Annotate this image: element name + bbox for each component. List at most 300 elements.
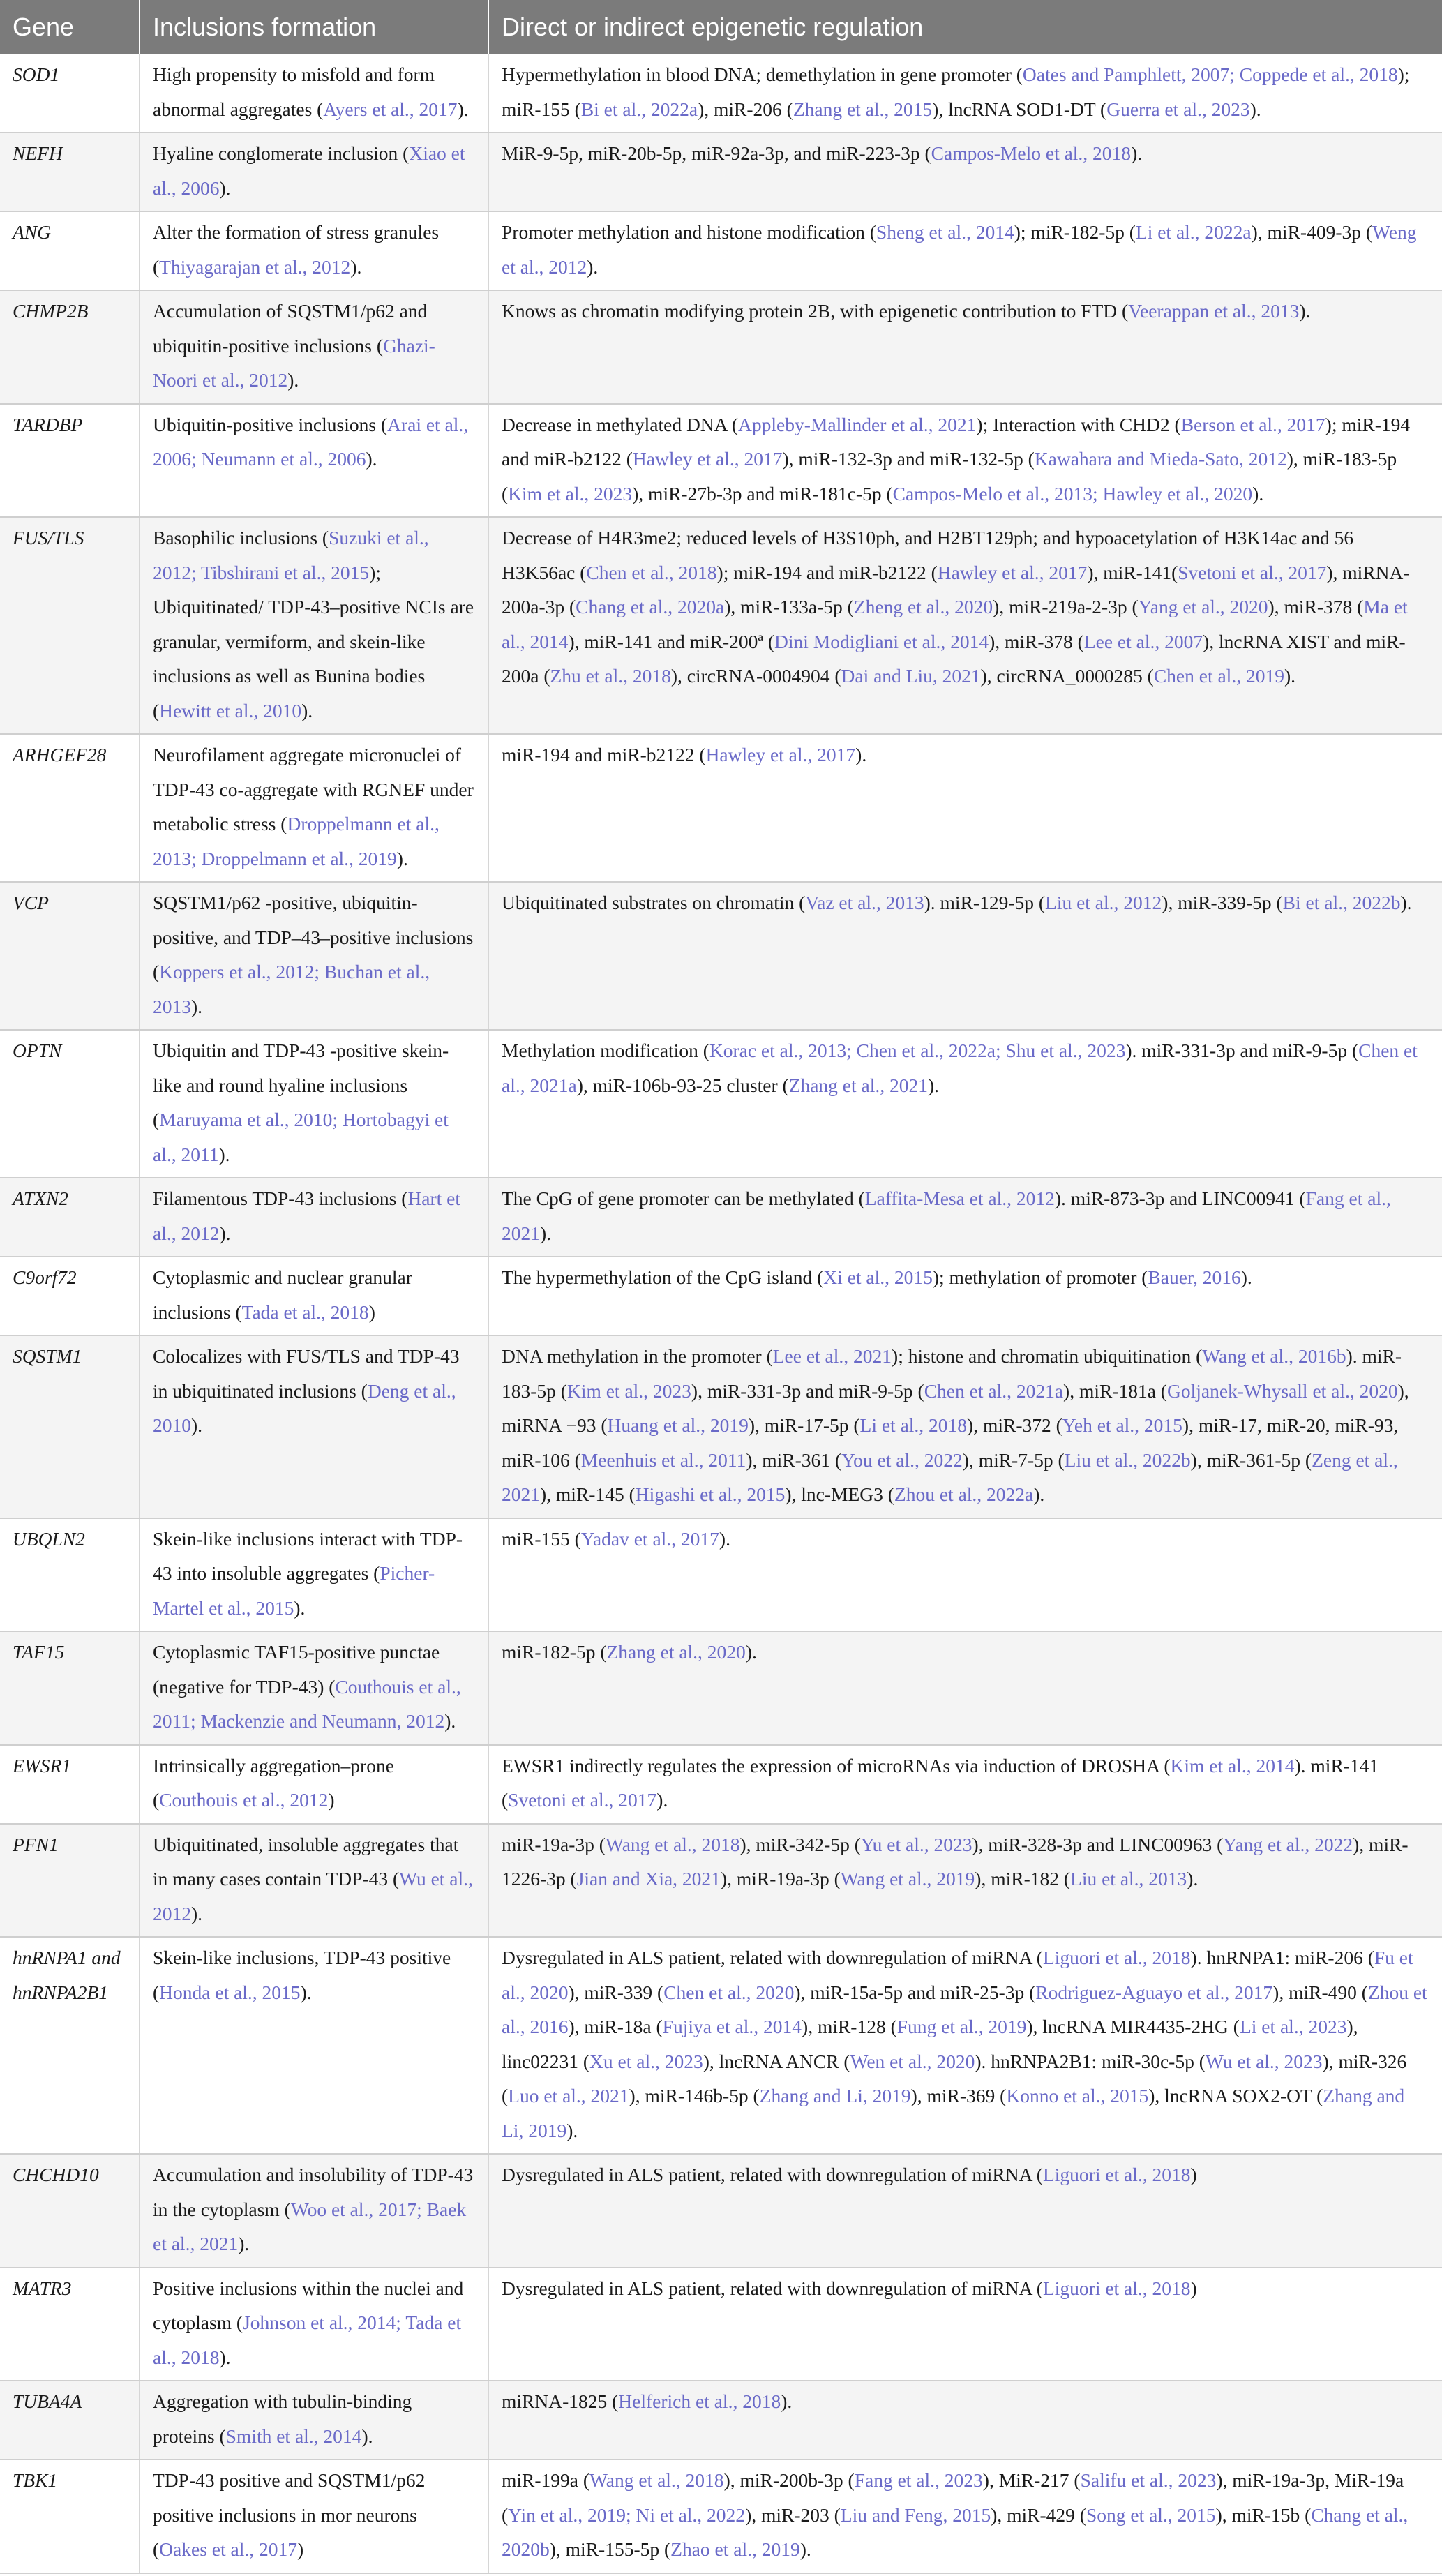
- citation-link[interactable]: Suzuki et al., 2012; Tibshirani et al., 2015: [153, 527, 429, 583]
- gene-cell: FUS/TLS: [0, 517, 140, 734]
- cell-text: ).: [1252, 482, 1264, 504]
- citation-link[interactable]: Hawley et al., 2017: [705, 744, 856, 765]
- gene-cell: ATXN2: [0, 1178, 140, 1257]
- citation-link[interactable]: Veerappan et al., 2013: [1128, 300, 1300, 322]
- cell-text: Neurofilament aggregate micronuclei of TDP-43 co-aggregate with RGNEF under metabolic stress (: [153, 744, 474, 834]
- cell-text: ), miR-17-5p (: [748, 1414, 860, 1436]
- epigenetic-regulation-cell: [488, 1178, 1442, 1257]
- citation-link[interactable]: Kim et al., 2023: [566, 1379, 691, 1402]
- inclusions-formation-cell: [140, 290, 488, 404]
- cell-text: ), circRNA-0004904 (: [670, 665, 841, 687]
- gene-cell: hnRNPA1 and hnRNPA2B1: [0, 1937, 140, 2154]
- cell-text: ).: [540, 1222, 552, 1244]
- citation-link[interactable]: Zhou et al., 2016: [502, 1981, 1427, 2037]
- epigenetic-regulation-cell: [488, 1631, 1442, 1745]
- cell-text: ), miR-200b-3p (: [723, 2469, 855, 2491]
- cell-text: ), miR-361-5p (: [1190, 1448, 1312, 1471]
- cell-text: TDP-43 positive and SQSTM1/p62 positive inclusions in mor neurons (: [153, 2469, 426, 2560]
- cell-text: Skein-like inclusions, TDP-43 positive (: [153, 1947, 451, 2003]
- citation-link[interactable]: Zhang et al., 2021: [788, 1074, 928, 1096]
- citation-link[interactable]: Zhang and Li, 2019: [759, 2085, 911, 2106]
- table-row: [0, 882, 1442, 1030]
- citation-link[interactable]: Hart et al., 2012: [153, 1188, 460, 1244]
- cell-text: ), miR-19a-3p, MiR-19a (: [502, 2469, 1404, 2526]
- table-header-row: [0, 0, 1442, 54]
- citation-link[interactable]: Rodriguez-Aguayo et al., 2017: [1035, 1981, 1273, 2003]
- gene-cell: MATR3: [0, 2268, 140, 2381]
- cell-text: ), miR-339 (: [568, 1981, 664, 2003]
- citation-link[interactable]: Couthouis et al., 2012: [159, 1789, 329, 1811]
- citation-link[interactable]: Yu et al., 2023: [860, 1833, 972, 1855]
- cell-text: ), miRNA −93 (: [502, 1379, 1409, 1436]
- cell-text: ), miR-181a (: [1063, 1379, 1167, 1402]
- cell-text: ); miR-194 and miR-b2122 (: [502, 413, 1411, 470]
- citation-link[interactable]: Lee et al., 2021: [772, 1345, 892, 1367]
- citation-link[interactable]: Kim et al., 2023: [508, 482, 633, 504]
- citation-link[interactable]: Ayers et al., 2017: [323, 98, 458, 120]
- gene-cell: TUBA4A: [0, 2381, 140, 2459]
- gene-cell: ANG: [0, 211, 140, 290]
- cell-text: ), circRNA_0000285 (: [980, 665, 1154, 687]
- cell-text: ).: [444, 1710, 456, 1732]
- citation-link[interactable]: Dai and Liu, 2021: [841, 665, 981, 687]
- epigenetic-regulation-cell: [488, 1335, 1442, 1518]
- citation-link[interactable]: Li et al., 2018: [859, 1414, 968, 1436]
- citation-link[interactable]: Zhu et al., 2018: [550, 665, 671, 687]
- citation-link[interactable]: Wu et al., 2012: [153, 1868, 473, 1924]
- citation-link[interactable]: Vaz et al., 2013: [805, 892, 924, 913]
- citation-link[interactable]: Song et al., 2015: [1086, 2503, 1216, 2526]
- cell-text: ), miR-183-5p (: [502, 448, 1397, 504]
- cell-text: DNA methylation in the promoter (: [502, 1345, 773, 1367]
- cell-text: ).: [1299, 300, 1311, 322]
- table-row: [0, 2154, 1442, 2268]
- cell-text: ), miR-409-3p (: [1251, 221, 1373, 243]
- inclusions-formation-cell: [140, 54, 488, 133]
- citation-link[interactable]: Kawahara and Mieda-Sato, 2012: [1034, 448, 1287, 470]
- cell-text: miR-182-5p (: [502, 1641, 607, 1663]
- table-row: [0, 404, 1442, 518]
- citation-link[interactable]: Konno et al., 2015: [1006, 2085, 1149, 2106]
- cell-text: ), miR-155-5p (: [549, 2538, 671, 2560]
- citation-link[interactable]: Fu et al., 2020: [502, 1947, 1413, 2003]
- inclusions-formation-cell: [140, 1631, 488, 1745]
- citation-link[interactable]: Droppelmann et al., 2013; Droppelmann et al., 2019: [153, 813, 440, 869]
- cell-text: ), miR-133a-5p (: [724, 596, 854, 617]
- citation-link[interactable]: Salifu et al., 2023: [1080, 2469, 1217, 2491]
- citation-link[interactable]: Wen et al., 2020: [850, 2050, 975, 2072]
- citation-link[interactable]: Dini Modigliani et al., 2014: [774, 630, 989, 652]
- cell-text: Decrease in methylated DNA (: [502, 413, 739, 435]
- citation-link[interactable]: Fang et al., 2023: [854, 2469, 983, 2491]
- gene-cell: CHCHD10: [0, 2154, 140, 2268]
- table-row: [0, 2381, 1442, 2459]
- citation-link[interactable]: Liu et al., 2013: [1070, 1868, 1187, 1889]
- citation-link[interactable]: Xi et al., 2015: [823, 1266, 933, 1288]
- citation-link[interactable]: Zhang et al., 2020: [606, 1641, 746, 1663]
- cell-text: SQSTM1/p62 -positive, ubiquitin-positive, and TDP–43–positive inclusions (: [153, 892, 474, 982]
- cell-text: ), miR-15a-5p and miR-25-3p (: [794, 1981, 1036, 2003]
- citation-link[interactable]: Arai et al., 2006; Neumann et al., 2006: [153, 413, 469, 470]
- cell-text: ), miRNA-200a-3p (: [502, 561, 1410, 617]
- citation-link[interactable]: Hawley et al., 2017: [632, 448, 783, 470]
- citation-link[interactable]: Wang et al., 2018: [589, 2469, 724, 2491]
- cell-text: ).: [656, 1789, 668, 1811]
- citation-link[interactable]: Chang et al., 2020b: [502, 2503, 1409, 2560]
- inclusions-formation-cell: [140, 517, 488, 734]
- citation-link[interactable]: Kim et al., 2014: [1170, 1754, 1295, 1776]
- epigenetic-regulation-cell: [488, 1937, 1442, 2154]
- table-row: [0, 734, 1442, 882]
- gene-cell: ARHGEF28: [0, 734, 140, 882]
- gene-cell: SOD1: [0, 54, 140, 133]
- citation-link[interactable]: Koppers et al., 2012; Buchan et al., 2013: [153, 961, 430, 1017]
- cell-text: ); miR-194 and miR-b2122 (: [716, 561, 938, 583]
- header-gene: Gene: [0, 0, 140, 54]
- cell-text: Ubiquitinated substrates on chromatin (: [502, 892, 806, 913]
- citation-link[interactable]: Guerra et al., 2023: [1106, 98, 1250, 120]
- citation-link[interactable]: Fang et al., 2021: [502, 1188, 1391, 1244]
- epigenetic-regulation-cell: [488, 290, 1442, 404]
- cell-text: ). miR-183-5p (: [502, 1345, 1402, 1402]
- citation-link[interactable]: Yadav et al., 2017: [580, 1527, 719, 1550]
- citation-link[interactable]: Honda et al., 2015: [159, 1981, 301, 2003]
- cell-text: ), miR-27b-3p and miR-181c-5p (: [632, 482, 893, 504]
- cell-text: Hyaline conglomerate inclusion (: [153, 142, 410, 164]
- citation-link[interactable]: Li et al., 2023: [1239, 2016, 1347, 2037]
- cell-text: Positive inclusions within the nuclei and cytoplasm (: [153, 2277, 464, 2333]
- cell-text: ). hnRNPA1: miR-206 (: [1190, 1947, 1374, 1968]
- citation-link[interactable]: Yang et al., 2022: [1223, 1833, 1353, 1855]
- cell-text: Ubiquitin-positive inclusions (: [153, 413, 388, 435]
- cell-text: ): [1190, 2164, 1197, 2185]
- gene-cell: NEFH: [0, 133, 140, 211]
- cell-text: Alter the formation of stress granules (: [153, 221, 440, 278]
- citation-link[interactable]: Svetoni et al., 2017: [1178, 561, 1327, 583]
- cell-text: ), miR-328-3p and LINC00963 (: [972, 1833, 1224, 1855]
- epigenetic-regulation-cell: [488, 1518, 1442, 1632]
- citation-link[interactable]: Deng et al., 2010: [153, 1379, 456, 1436]
- citation-link[interactable]: Korac et al., 2013; Chen et al., 2022a; Shu et al., 2023: [709, 1040, 1126, 1061]
- citation-link[interactable]: Higashi et al., 2015: [635, 1483, 786, 1505]
- epigenetic-regulation-cell: [488, 211, 1442, 290]
- inclusions-formation-cell: [140, 2268, 488, 2381]
- cell-text: Colocalizes with FUS/TLS and TDP-43 in ubiquitinated inclusions (: [153, 1345, 460, 1402]
- citation-link[interactable]: Chen et al., 2021a: [502, 1040, 1418, 1096]
- cell-text: ), miR-132-3p and miR-132-5p (: [782, 448, 1035, 470]
- citation-link[interactable]: Wang et al., 2019: [840, 1868, 975, 1889]
- citation-link[interactable]: Jian and Xia, 2021: [576, 1868, 721, 1889]
- gene-cell: EWSR1: [0, 1745, 140, 1824]
- cell-text: ), linc02231 (: [502, 2016, 1358, 2072]
- citation-link[interactable]: Zeng et al., 2021: [502, 1448, 1398, 1505]
- citation-link[interactable]: Li et al., 2022a: [1135, 221, 1252, 243]
- citation-link[interactable]: Ghazi-Noori et al., 2012: [153, 334, 435, 391]
- cell-text: ).: [219, 177, 231, 199]
- cell-text: ), miR-378 (: [989, 630, 1084, 652]
- citation-link[interactable]: Chen et al., 2018: [586, 561, 717, 583]
- cell-text: ).: [781, 2390, 793, 2412]
- cell-text: ), miR-372 (: [967, 1414, 1062, 1436]
- citation-link[interactable]: Oakes et al., 2017: [159, 2538, 297, 2560]
- citation-link[interactable]: Berson et al., 2017: [1180, 413, 1325, 435]
- citation-link[interactable]: Xiao et al., 2006: [153, 142, 465, 199]
- table-row: [0, 1518, 1442, 1632]
- cell-text: ).: [301, 699, 313, 721]
- cell-text: ); histone and chromatin ubiquitination (: [892, 1345, 1203, 1367]
- citation-link[interactable]: Fung et al., 2019: [896, 2016, 1027, 2037]
- citation-link[interactable]: Bauer, 2016: [1148, 1266, 1241, 1288]
- cell-text: ), miR-146b-5p (: [629, 2085, 760, 2106]
- citation-link[interactable]: Luo et al., 2021: [508, 2085, 629, 2106]
- epigenetic-regulation-cell: [488, 517, 1442, 734]
- citation-link[interactable]: Zhou et al., 2022a: [894, 1483, 1034, 1505]
- citation-link[interactable]: Appleby-Mallinder et al., 2021: [738, 413, 977, 435]
- table-row: [0, 1030, 1442, 1178]
- cell-text: ).: [218, 1143, 230, 1165]
- epigenetic-regulation-cell: [488, 1257, 1442, 1335]
- cell-text: ), miR-326 (: [502, 2050, 1407, 2106]
- table-body: [0, 54, 1442, 2573]
- inclusions-formation-cell: [140, 133, 488, 211]
- cell-text: ), miR-128 (: [802, 2016, 897, 2037]
- table-row: [0, 1937, 1442, 2154]
- cell-text: Ubiquitin and TDP-43 -positive skein-like and round hyaline inclusions (: [153, 1040, 449, 1130]
- gene-cell: C9orf72: [0, 1257, 140, 1335]
- cell-text: ).: [350, 255, 362, 278]
- citation-link[interactable]: Liu and Feng, 2015: [840, 2503, 991, 2526]
- citation-link[interactable]: Yang et al., 2020: [1138, 596, 1268, 617]
- gene-cell: TAF15: [0, 1631, 140, 1745]
- cell-text: Dysregulated in ALS patient, related with downregulation of miRNA (: [502, 2164, 1043, 2185]
- cell-text: ).: [1187, 1868, 1199, 1889]
- citation-link[interactable]: Smith et al., 2014: [225, 2425, 362, 2447]
- cell-text: ). miR-331-3p and miR-9-5p (: [1125, 1040, 1359, 1061]
- cell-text: ).: [361, 2425, 373, 2447]
- gene-cell: TBK1: [0, 2459, 140, 2573]
- citation-link[interactable]: You et al., 2022: [841, 1448, 963, 1471]
- citation-link[interactable]: Helferich et al., 2018: [618, 2390, 781, 2412]
- cell-text: ).: [745, 1641, 757, 1663]
- table-row: [0, 133, 1442, 211]
- cell-text: ), lncRNA ANCR (: [703, 2050, 850, 2072]
- cell-text: ), miR-219a-2-3p (: [993, 596, 1139, 617]
- cell-text: ), miR-369 (: [910, 2085, 1007, 2106]
- epigenetic-regulation-cell: [488, 54, 1442, 133]
- inclusions-formation-cell: [140, 1824, 488, 1938]
- citation-link[interactable]: Lee et al., 2007: [1083, 630, 1203, 652]
- table-row: [0, 1335, 1442, 1518]
- citation-link[interactable]: Zheng et al., 2020: [853, 596, 993, 617]
- cell-text: ).: [719, 1527, 730, 1550]
- cell-text: ); methylation of promoter (: [932, 1266, 1148, 1288]
- citation-link[interactable]: Zhang et al., 2015: [793, 98, 933, 120]
- cell-text: ).: [855, 744, 867, 765]
- cell-text: ).: [1400, 892, 1412, 913]
- cell-text: Knows as chromatin modifying protein 2B, with epigenetic contribution to FTD (: [502, 300, 1129, 322]
- cell-text: Cytoplasmic and nuclear granular inclusions (: [153, 1266, 412, 1323]
- cell-text: ), miR-15b (: [1215, 2503, 1312, 2526]
- cell-text: ).: [287, 369, 299, 391]
- citation-link[interactable]: Sheng et al., 2014: [876, 221, 1014, 243]
- cell-text: ).: [1033, 1483, 1045, 1505]
- epigenetic-regulation-cell: [488, 1745, 1442, 1824]
- cell-text: ).: [1131, 142, 1143, 164]
- gene-cell: TARDBP: [0, 404, 140, 518]
- citation-link[interactable]: Yin et al., 2019; Ni et al., 2022: [508, 2503, 746, 2526]
- citation-link[interactable]: Bi et al., 2022b: [1282, 892, 1401, 913]
- cell-text: ).: [566, 2119, 578, 2141]
- citation-link[interactable]: Liguori et al., 2018: [1042, 1947, 1191, 1968]
- cell-text: ): [296, 2538, 304, 2560]
- table-row: [0, 1745, 1442, 1824]
- cell-text: ); miR-182-5p (: [1014, 221, 1136, 243]
- cell-text: ).: [457, 98, 469, 120]
- cell-text: Accumulation of SQSTM1/p62 and ubiquitin-positive inclusions (: [153, 300, 428, 357]
- cell-text: ), miR-339-5p (: [1162, 892, 1283, 913]
- citation-link[interactable]: Laffita-Mesa et al., 2012: [864, 1188, 1055, 1209]
- table-row: [0, 1178, 1442, 1257]
- cell-text: ).: [1240, 1266, 1252, 1288]
- inclusions-formation-cell: [140, 882, 488, 1030]
- cell-text: EWSR1 indirectly regulates the expression of microRNAs via induction of DROSHA (: [502, 1754, 1171, 1776]
- epigenetic-regulation-cell: [488, 734, 1442, 882]
- citation-link[interactable]: Zhang and Li, 2019: [502, 2085, 1405, 2141]
- citation-link[interactable]: Huang et al., 2019: [607, 1414, 749, 1436]
- citation-link[interactable]: Ma et al., 2014: [502, 596, 1408, 652]
- cell-text: ), miR-361 (: [746, 1448, 842, 1471]
- cell-text: ).: [587, 255, 599, 278]
- cell-text: ).: [927, 1074, 940, 1096]
- cell-text: ), lncRNA MIR4435-2HG (: [1026, 2016, 1240, 2037]
- citation-link[interactable]: Campos-Melo et al., 2013; Hawley et al., 2020: [892, 482, 1253, 504]
- table-row: [0, 517, 1442, 734]
- cell-text: miR-155 (: [502, 1527, 581, 1550]
- citation-link[interactable]: Liu et al., 2022b: [1064, 1448, 1191, 1471]
- citation-link[interactable]: Wang et al., 2016b: [1202, 1345, 1346, 1367]
- citation-link[interactable]: Tada et al., 2018: [241, 1301, 369, 1323]
- cell-text: ).: [1284, 665, 1295, 687]
- cell-text: ); miR-155 (: [502, 63, 1410, 120]
- table-row: [0, 54, 1442, 133]
- citation-link[interactable]: Svetoni et al., 2017: [508, 1789, 657, 1811]
- table-row: [0, 2268, 1442, 2381]
- epigenetic-regulation-cell: [488, 2381, 1442, 2459]
- cell-text: ): [328, 1789, 335, 1811]
- cell-text: ), miR-1226-3p (: [502, 1833, 1409, 1889]
- citation-link[interactable]: Liu et al., 2012: [1045, 892, 1162, 913]
- cell-text: ).: [219, 2346, 231, 2368]
- citation-link[interactable]: Johnson et al., 2014; Tada et al., 2018: [153, 2312, 462, 2368]
- citation-link[interactable]: Hewitt et al., 2010: [159, 699, 302, 721]
- cell-text: ).: [366, 448, 377, 470]
- cell-text: ); Interaction with CHD2 (: [976, 413, 1181, 435]
- cell-text: ), miR-145 (: [540, 1483, 636, 1505]
- citation-link[interactable]: Liguori et al., 2018: [1042, 2277, 1191, 2299]
- cell-text: ), miR-106b-93-25 cluster (: [576, 1074, 789, 1096]
- inclusions-formation-cell: [140, 1030, 488, 1178]
- cell-text: ), miR-206 (: [698, 98, 793, 120]
- inclusions-formation-cell: [140, 734, 488, 882]
- citation-link[interactable]: Picher-Martel et al., 2015: [153, 1562, 435, 1619]
- inclusions-formation-cell: [140, 2154, 488, 2268]
- gene-cell: OPTN: [0, 1030, 140, 1178]
- inclusions-formation-cell: [140, 1518, 488, 1632]
- cell-text: ), miR-182 (: [975, 1868, 1071, 1889]
- citation-link[interactable]: Liguori et al., 2018: [1042, 2164, 1191, 2185]
- cell-text: miR-19a-3p (: [502, 1833, 606, 1855]
- citation-link[interactable]: Thiyagarajan et al., 2012: [159, 255, 351, 278]
- inclusions-formation-cell: [140, 1257, 488, 1335]
- citation-link[interactable]: Chen et al., 2019: [1153, 665, 1284, 687]
- inclusions-formation-cell: [140, 211, 488, 290]
- cell-text: Intrinsically aggregation–prone (: [153, 1754, 394, 1811]
- header-epigenetic-regulation: Direct or indirect epigenetic regulation: [488, 0, 1442, 54]
- citation-link[interactable]: Chen et al., 2020: [663, 1981, 795, 2003]
- inclusions-formation-cell: [140, 1937, 488, 2154]
- cell-text: ), lncRNA XIST and miR-200a (: [502, 630, 1406, 687]
- cell-text: Cytoplasmic TAF15-positive punctae (negative for TDP-43) (: [153, 1641, 440, 1698]
- citation-link[interactable]: Wang et al., 2018: [605, 1833, 740, 1855]
- cell-text: ), miR-203 (: [745, 2503, 841, 2526]
- header-inclusions-formation: Inclusions formation: [140, 0, 488, 54]
- citation-link[interactable]: Couthouis et al., 2011; Mackenzie and Neumann, 2012: [153, 1675, 461, 1732]
- gene-cell: CHMP2B: [0, 290, 140, 404]
- cell-text: MiR-9-5p, miR-20b-5p, miR-92a-3p, and miR-223-3p (: [502, 142, 931, 164]
- cell-text: The hypermethylation of the CpG island (: [502, 1266, 824, 1288]
- inclusions-formation-cell: [140, 2381, 488, 2459]
- table-row: [0, 2459, 1442, 2573]
- cell-text: ).: [799, 2538, 811, 2560]
- citation-link[interactable]: Chang et al., 2020a: [576, 596, 725, 617]
- epigenetic-regulation-cell: [488, 882, 1442, 1030]
- cell-text: miR-199a (: [502, 2469, 590, 2491]
- citation-link[interactable]: Campos-Melo et al., 2018: [931, 142, 1132, 164]
- cell-text: ). miR-141 (: [502, 1754, 1379, 1811]
- cell-text: ), miR-429 (: [991, 2503, 1086, 2526]
- citation-link[interactable]: Goljanek-Whysall et al., 2020: [1166, 1379, 1398, 1402]
- gene-cell: UBQLN2: [0, 1518, 140, 1632]
- cell-text: ); Ubiquitinated/ TDP-43–positive NCIs are granular, vermiform, and skein-like inclusions as well as Bunina bodies (: [153, 561, 474, 721]
- citation-link[interactable]: Wu et al., 2023: [1205, 2050, 1323, 2072]
- cell-text: ), lnc-MEG3 (: [785, 1483, 894, 1505]
- cell-text: Decrease of H4R3me2; reduced levels of H3S10ph, and H2BT129ph; and hypoacetylation of H3K14ac and 56 H3K56ac (: [502, 527, 1354, 583]
- epigenetic-regulation-cell: [488, 1824, 1442, 1938]
- citation-link[interactable]: Fujiya et al., 2014: [662, 2016, 802, 2037]
- citation-link[interactable]: Maruyama et al., 2010; Hortobagyi et al., 2011: [153, 1109, 449, 1165]
- cell-text: ), miR-378 (: [1268, 596, 1364, 617]
- cell-text: Basophilic inclusions (: [153, 527, 329, 548]
- table-row: [0, 290, 1442, 404]
- citation-link[interactable]: Meenhuis et al., 2011: [580, 1448, 746, 1471]
- inclusions-formation-cell: [140, 1745, 488, 1824]
- cell-text: Filamentous TDP-43 inclusions (: [153, 1188, 408, 1209]
- citation-link[interactable]: Oates and Pamphlett, 2007; Coppede et al., 2018: [1022, 63, 1398, 85]
- citation-link[interactable]: Zhao et al., 2019: [670, 2538, 800, 2560]
- citation-link[interactable]: Chen et al., 2021a: [924, 1379, 1064, 1402]
- citation-link[interactable]: Yeh et al., 2015: [1062, 1414, 1182, 1436]
- cell-text: Dysregulated in ALS patient, related with downregulation of miRNA (: [502, 2277, 1043, 2299]
- citation-link[interactable]: Woo et al., 2017; Baek et al., 2021: [153, 2198, 467, 2254]
- citation-link[interactable]: Bi et al., 2022a: [580, 98, 698, 120]
- cell-text: ), lncRNA SOD1-DT (: [932, 98, 1107, 120]
- citation-link[interactable]: Xu et al., 2023: [589, 2050, 703, 2072]
- cell-text: ).: [396, 847, 408, 869]
- cell-text: ), miR-17, miR-20, miR-93, miR-106 (: [502, 1414, 1399, 1471]
- gene-cell: SQSTM1: [0, 1335, 140, 1518]
- citation-link[interactable]: Hawley et al., 2017: [937, 561, 1088, 583]
- citation-link[interactable]: Weng et al., 2012: [502, 221, 1417, 278]
